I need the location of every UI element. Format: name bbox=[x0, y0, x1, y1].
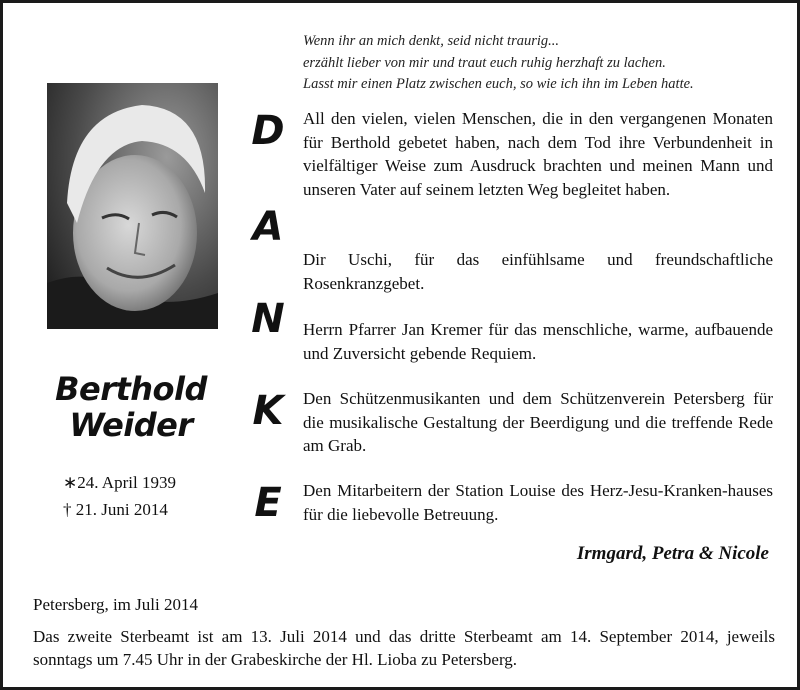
danke-letter-a: A bbox=[252, 204, 284, 250]
place-date: Petersberg, im Juli 2014 bbox=[33, 595, 198, 614]
danke-letter-e: E bbox=[254, 480, 282, 526]
life-dates bbox=[63, 469, 213, 523]
thanks-paragraph: All den vielen, vielen Menschen, die in den vergangenen Monaten für Berthold gebetet haben, nach dem Tod ihre Verbundenheit in vielfältiger Weise zum Ausdruck brachten und meinen Mann und unseren Vater auf seinem letzten Weg begleitet haben. bbox=[303, 109, 773, 199]
first-name: Berthold bbox=[55, 370, 207, 408]
poem-line: Lasst mir einen Platz zwischen euch, so wie ich ihn im Leben hatte. bbox=[303, 76, 694, 92]
deceased-name bbox=[31, 371, 231, 443]
thanks-paragraph: Den Schützenmusikanten und dem Schützenverein Petersberg für die musikalische Gestaltung der Beerdigung und die treffende Rede am Grab. bbox=[303, 389, 773, 455]
last-name: Weider bbox=[69, 406, 193, 444]
poem-line: Wenn ihr an mich denkt, seid nicht traurig... bbox=[303, 33, 560, 49]
poem-line: erzählt lieber von mir und traut euch ruhig herzhaft zu lachen. bbox=[303, 54, 666, 71]
thanks-paragraph: Den Mitarbeitern der Station Louise des Herz-Jesu-Kranken-hauses für die liebevolle Betreuung. bbox=[303, 481, 773, 524]
danke-letter-n: N bbox=[251, 296, 285, 342]
memorial-mass-notice: Das zweite Sterbeamt ist am 13. Juli 2014 und das dritte Sterbeamt am 14. September 2014, jeweils sonntags um 7.45 Uhr in der Grabeskirche der Hl. Lioba zu Petersberg. bbox=[33, 627, 775, 669]
birth-date: ∗24. April 1939 bbox=[63, 473, 176, 492]
portrait-photo bbox=[47, 83, 218, 329]
death-date: † 21. Juni 2014 bbox=[63, 500, 168, 519]
signature: Irmgard, Petra & Nicole bbox=[576, 543, 769, 564]
poem bbox=[303, 31, 783, 96]
thanks-paragraph: Herrn Pfarrer Jan Kremer für das menschliche, warme, aufbauende und Zuversicht gebende Requiem. bbox=[303, 320, 773, 363]
danke-letter-d: D bbox=[251, 108, 285, 154]
thanks-paragraph: Dir Uschi, für das einfühlsame und freundschaftliche Rosenkranzgebet. bbox=[303, 250, 773, 293]
danke-letter-k: K bbox=[252, 388, 284, 434]
